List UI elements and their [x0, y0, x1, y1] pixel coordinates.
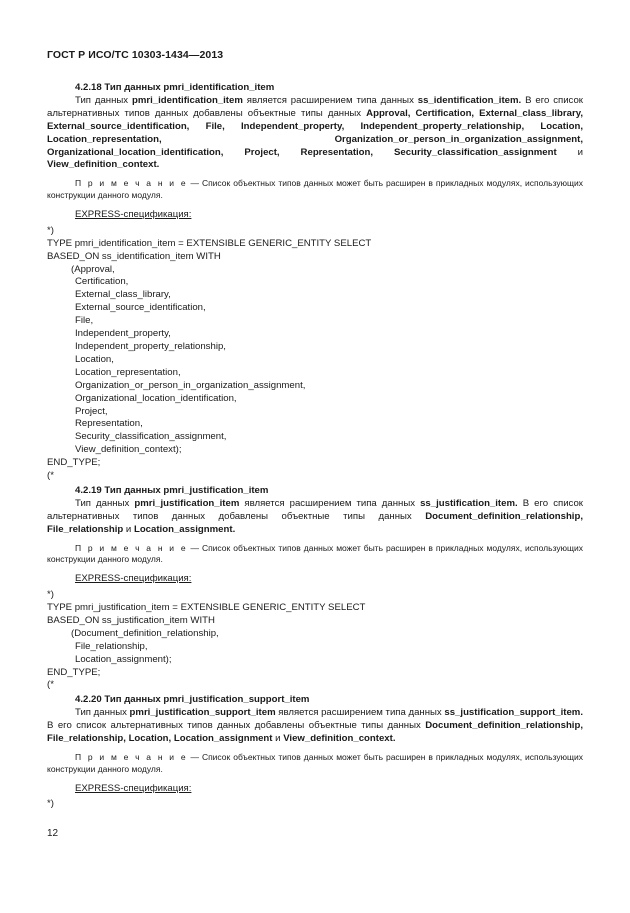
section-paragraph [47, 498, 583, 537]
note-label: П р и м е ч а н и е [75, 751, 188, 762]
code-line: (Document_definition_relationship, [71, 627, 219, 639]
section-paragraph [47, 707, 583, 746]
note-label: П р и м е ч а н и е [75, 178, 188, 189]
code-line: Independent_property, [75, 328, 171, 340]
bold-run: pmri_identification_item [131, 94, 243, 106]
note [47, 752, 583, 776]
text-run: и [556, 146, 583, 158]
section-heading: 4.2.19 Тип данных pmri_justification_item [75, 484, 269, 496]
note-text: — Список объектных типов данных может быть расширен в прикладных модулях, использующих конструкции данного модуля. [47, 751, 583, 774]
document-header: ГОСТ Р ИСО/ТС 10303-1434—2013 [47, 49, 224, 61]
code-line: Organization_or_person_in_organization_assignment, [75, 379, 306, 391]
bold-run: ss_justification_item. [420, 497, 518, 509]
bold-run: ss_justification_support_item. [444, 707, 583, 719]
text-run: В его список альтернативных типов данных добавлены объектные типы данных [47, 497, 583, 522]
express-spec-label: EXPRESS-спецификация: [75, 782, 192, 794]
code-line: BASED_ON ss_justification_item WITH [47, 614, 215, 626]
note [47, 178, 583, 202]
page-content [47, 82, 583, 811]
section-4-2-19 [47, 485, 583, 692]
code-line: File_relationship, [75, 640, 148, 652]
section-paragraph [47, 95, 583, 172]
section-heading: 4.2.20 Тип данных pmri_justification_support_item [75, 694, 310, 706]
code-line: (Approval, [71, 263, 115, 275]
code-line: END_TYPE; [47, 457, 101, 469]
code-line: Representation, [75, 418, 143, 430]
section-4-2-18 [47, 82, 583, 483]
bold-run: Document_definition_relationship, File_relationship, Location, Location_assignment [47, 720, 583, 745]
code-line: Organizational_location_identification, [75, 392, 237, 404]
code-line: External_class_library, [75, 289, 171, 301]
code-line: Location_representation, [75, 366, 181, 378]
code-line: View_definition_context); [75, 444, 182, 456]
section-heading: 4.2.18 Тип данных pmri_identification_item [75, 82, 275, 93]
text-run: В его список альтернативных типов данных добавлены объектные типы данных [47, 94, 583, 119]
text-run: Тип данных [75, 94, 132, 106]
bold-run: Approval, Certification, External_class_library, External_source_identification, File, Independent_property, Independent_property_relationship, Location, Location_representation, Organization_or_person_in_organization_assignment, Organizational_location_identification, Project, Representation, Security_classification_assignment [47, 107, 583, 158]
note-label: П р и м е ч а н и е [75, 542, 188, 553]
text-run: и [272, 733, 284, 745]
text-run: Тип данных [75, 707, 130, 719]
code-line: Project, [75, 405, 108, 417]
text-run: Тип данных [75, 497, 135, 509]
express-spec-label: EXPRESS-спецификация: [75, 208, 192, 220]
code-line: TYPE pmri_justification_item = EXTENSIBLE GENERIC_ENTITY SELECT [47, 602, 366, 613]
code-line: *) [47, 798, 54, 810]
bold-run: Location_assignment. [133, 523, 236, 535]
code-line: Location_assignment); [75, 653, 172, 665]
section-4-2-20 [47, 694, 583, 811]
note [47, 543, 583, 567]
text-run: является расширением типа данных [239, 497, 421, 509]
text-run: и [123, 523, 134, 535]
code-line: END_TYPE; [47, 666, 101, 678]
text-run: В его список альтернативных типов данных добавлены объектные типы данных [47, 720, 426, 732]
text-run: является расширением типа данных [242, 94, 418, 106]
bold-run: View_definition_context. [47, 159, 160, 171]
text-run: является расширением типа данных [275, 707, 445, 719]
code-line: BASED_ON ss_identification_item WITH [47, 250, 221, 262]
bold-run: ss_identification_item. [417, 94, 522, 106]
code-line: External_source_identification, [75, 302, 206, 314]
code-line: Security_classification_assignment, [75, 431, 227, 443]
code-line: *) [47, 589, 54, 601]
page-number: 12 [47, 828, 59, 839]
note-text: — Список объектных типов данных может быть расширен в прикладных модулях, использующих конструкции данного модуля. [47, 542, 583, 565]
bold-run: pmri_justification_support_item [129, 707, 276, 719]
code-line: TYPE pmri_identification_item = EXTENSIBLE GENERIC_ENTITY SELECT [47, 237, 372, 249]
code-line: *) [47, 224, 54, 236]
code-line: File, [75, 315, 94, 327]
code-line: (* [47, 470, 54, 482]
note-text: — Список объектных типов данных может быть расширен в прикладных модулях, использующих конструкции данного модуля. [47, 178, 583, 201]
code-line: Certification, [75, 276, 129, 288]
bold-run: pmri_justification_item [134, 497, 240, 509]
code-line: Independent_property_relationship, [75, 341, 226, 352]
code-line: (* [47, 679, 54, 691]
express-spec-label: EXPRESS-спецификация: [75, 573, 192, 585]
bold-run: View_definition_context. [283, 733, 396, 745]
code-line: Location, [75, 353, 114, 365]
bold-run: Document_definition_relationship, File_relationship [47, 510, 583, 535]
